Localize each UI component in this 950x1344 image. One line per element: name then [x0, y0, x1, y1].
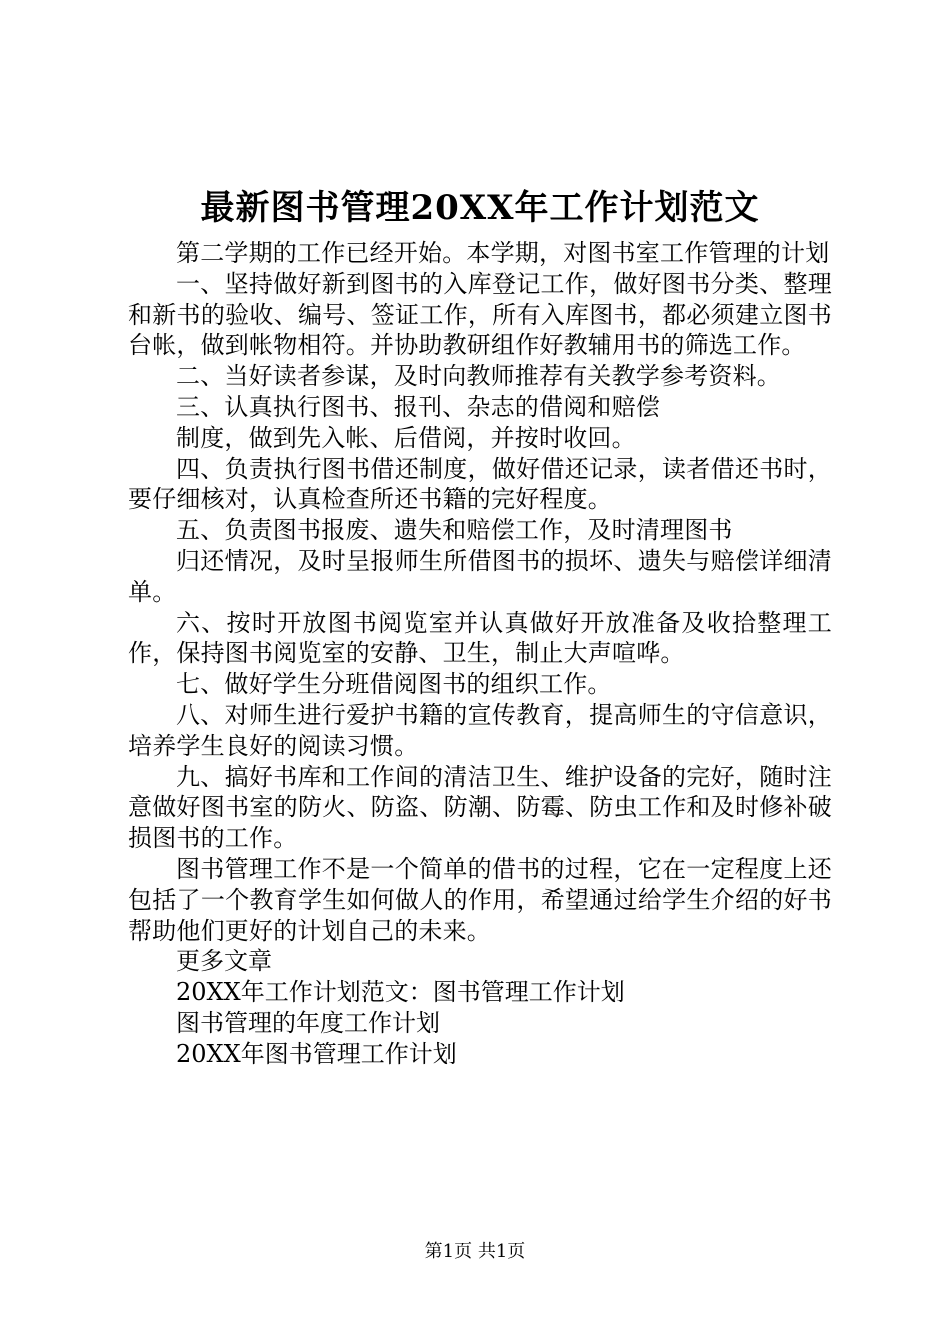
paragraph-item-1: 一、坚持做好新到图书的入库登记工作，做好图书分类、整理和新书的验收、编号、签证工作，所有入库图书，都必须建立图书台帐，做到帐物相符。并协助教研组作好教辅用书的筛选工作。 — [128, 269, 832, 360]
more-article-link-1[interactable]: 20XX年工作计划范文：图书管理工作计划 — [176, 978, 625, 1007]
paragraph-item-7: 七、做好学生分班借阅图书的组织工作。 — [176, 670, 612, 699]
paragraph-item-5: 五、负责图书报废、遗失和赔偿工作，及时清理图书 — [176, 516, 733, 545]
paragraph-item-2: 二、当好读者参谋，及时向教师推荐有关教学参考资料。 — [176, 362, 781, 391]
paragraph-item-4: 四、负责执行图书借还制度，做好借还记录，读者借还书时，要仔细核对，认真检查所还书籍的完好程度。 — [128, 454, 832, 514]
paragraph-item-3-continued: 制度，做到先入帐、后借阅，并按时收回。 — [176, 423, 636, 452]
more-article-link-3[interactable]: 20XX年图书管理工作计划 — [176, 1039, 457, 1068]
page-footer — [0, 1240, 950, 1264]
paragraph-item-6: 六、按时开放图书阅览室并认真做好开放准备及收拾整理工作，保持图书阅览室的安静、卫生，制止大声喧哗。 — [128, 608, 832, 668]
document-title: 最新图书管理20XX年工作计划范文 — [200, 188, 760, 228]
more-article-link-2[interactable]: 图书管理的年度工作计划 — [176, 1008, 440, 1037]
page-number: 第1页 共1页 — [424, 1241, 526, 1262]
document-page — [128, 182, 832, 1070]
paragraph-conclusion: 图书管理工作不是一个简单的借书的过程，它在一定程度上还包括了一个教育学生如何做人的作用，希望通过给学生介绍的好书帮助他们更好的计划自己的未来。 — [128, 854, 832, 945]
paragraph-item-8: 八、对师生进行爱护书籍的宣传教育，提高师生的守信意识，培养学生良好的阅读习惯。 — [128, 700, 832, 760]
more-articles-heading: 更多文章 — [176, 947, 272, 976]
paragraph-item-5-continued: 归还情况，及时呈报师生所借图书的损坏、遗失与赔偿详细清单。 — [128, 546, 832, 606]
paragraph-item-3: 三、认真执行图书、报刊、杂志的借阅和赔偿 — [176, 392, 660, 421]
paragraph-item-9: 九、搞好书库和工作间的清洁卫生、维护设备的完好，随时注意做好图书室的防火、防盗、防潮、防霉、防虫工作和及时修补破损图书的工作。 — [128, 762, 832, 853]
paragraph-intro: 第二学期的工作已经开始。本学期，对图书室工作管理的计划 — [176, 239, 830, 267]
